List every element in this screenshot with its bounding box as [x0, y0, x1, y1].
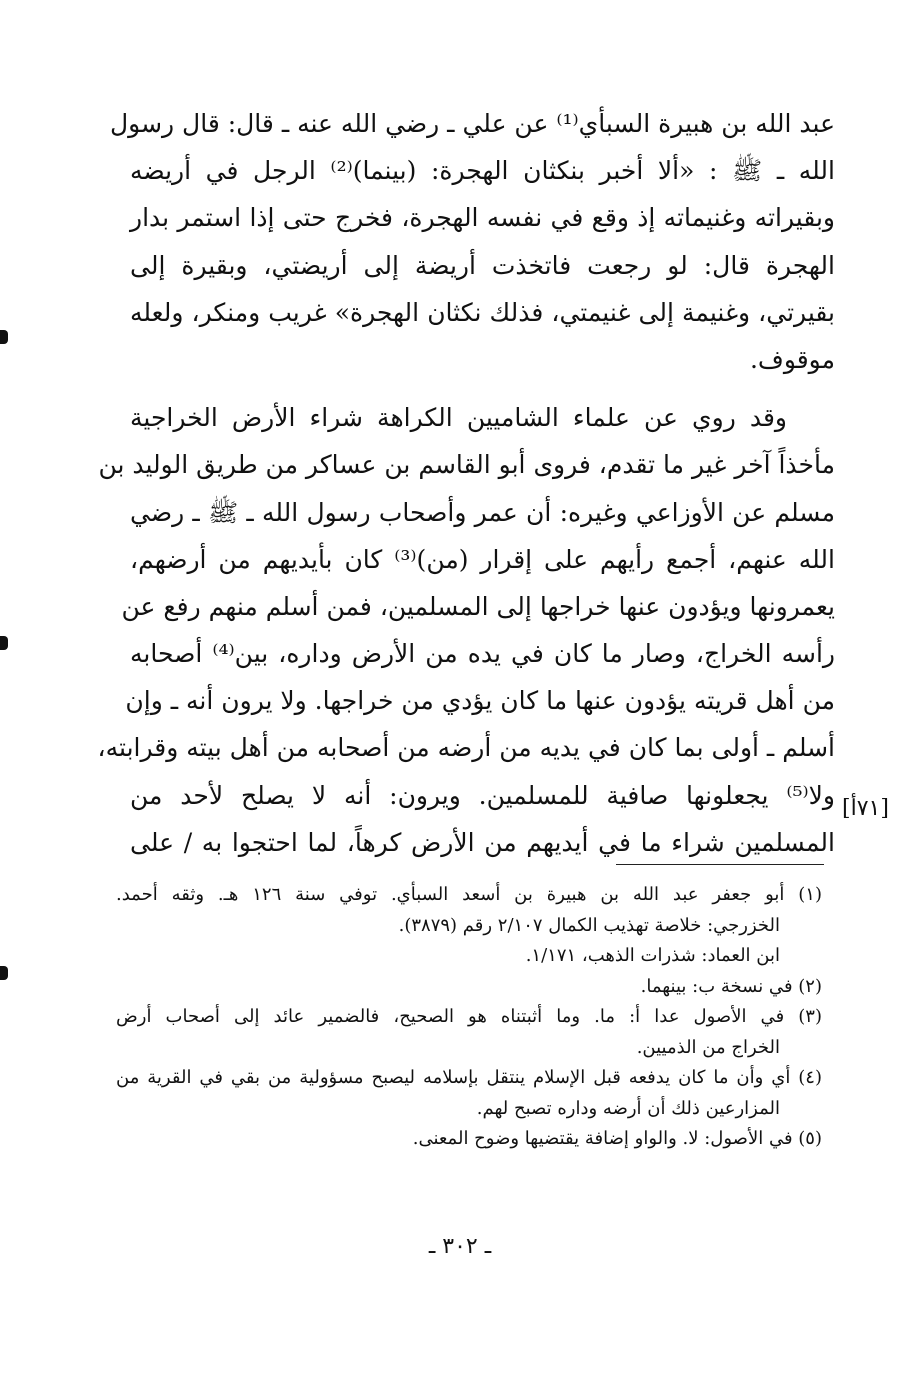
- page-number: ـ ٣٠٢ ـ: [428, 1234, 492, 1259]
- text-line: رأسه الخراج، وصار ما كان في يده من الأرض وداره، بين⁽⁴⁾ أصحابه: [130, 639, 835, 669]
- text-line: الهجرة قال: لو رجعت فاتخذت أريضة إلى أريضتي، وبقيرة إلى: [130, 250, 835, 280]
- text-line: المسلمين شراء ما في أيديهم من الأرض كرهاً، لما احتجوا به / على: [130, 827, 835, 857]
- text-line: الله عنهم، أجمع رأيهم على إقرار (من)⁽³⁾ كان بأيديهم من أرضهم،: [130, 544, 835, 574]
- footnote-line: ابن العماد: شذرات الذهب، ١/١٧١.: [525, 945, 780, 966]
- manuscript-folio-marker: [٧١أ]: [842, 796, 889, 821]
- footnote-separator: [616, 864, 824, 865]
- scan-edge-mark: [0, 636, 8, 650]
- scan-edge-mark: [0, 330, 8, 344]
- scan-edge-mark: [0, 966, 8, 980]
- text-line: أسلم ـ أولى بما كان في يديه من أرضه من أصحابه من أهل بيته وقرابته،: [97, 733, 835, 763]
- text-line: ولا⁽⁵⁾ يجعلونها صافية للمسلمين. ويرون: أنه لا يصلح لأحد من: [130, 780, 835, 810]
- paragraph-gap: [130, 383, 835, 394]
- text-line: وبقيراته وغنيماته إذ وقع في نفسه الهجرة، فخرج حتى إذا استمر بدار: [130, 203, 835, 233]
- footnote-line: (٥) في الأصول: لا. والواو إضافة يقتضيها وضوح المعنى.: [412, 1128, 822, 1149]
- main-text: [97, 100, 835, 866]
- footnote-line: (٢) في نسخة ب: بينهما.: [640, 975, 822, 997]
- footnote-line: (٤) أي وأن ما كان يدفعه قبل الإسلام ينتقل بإسلامه ليصبح مسؤولية من بقي في القرية من: [116, 1067, 822, 1088]
- text-line: عبد الله بن هبيرة السبأي⁽¹⁾ عن علي ـ رضي الله عنه ـ قال: قال رسول: [110, 109, 835, 138]
- text-line: مأخذاً آخر غير ما تقدم، فروى أبو القاسم بن عساكر من طريق الوليد بن: [98, 450, 835, 480]
- text-line: وقد روي عن علماء الشاميين الكراهة شراء الأرض الخراجية: [130, 403, 787, 433]
- text-line: الله ـ ﷺ : «ألا أخبر بنكثان الهجرة: (بينما)⁽²⁾ الرجل في أريضه: [130, 156, 835, 186]
- footnote-line: الخراج من الذميين.: [636, 1036, 780, 1058]
- text-line: يعمرونها ويؤدون عنها خراجها إلى المسلمين، فمن أسلم منهم رفع عن: [121, 591, 835, 621]
- text-line: مسلم عن الأوزاعي وغيره: أن عمر وأصحاب رسول الله ـ ﷺ ـ رضي: [130, 497, 835, 527]
- text-line: من أهل قريته يؤدون عنها ما كان يؤدي من خراجها. ولا يرون أنه ـ وإن: [125, 686, 835, 716]
- footnote-line: المزارعين ذلك أن أرضه وداره تصبح لهم.: [476, 1097, 780, 1119]
- text-line: بقيرتي، وغنيمة إلى غنيمتي، فذلك نكثان الهجرة» غريب ومنكر، ولعله: [130, 297, 835, 327]
- footnote-line: (١) أبو جعفر عبد الله بن هبيرة بن أسعد السبأي. توفي سنة ١٢٦ هـ. وثقه أحمد.: [116, 884, 822, 905]
- footnote-line: (٣) في الأصول عدا أ: ما. وما أثبتناه هو الصحيح، فالضمير عائد إلى أصحاب أرض: [116, 1006, 822, 1027]
- footnotes: [116, 880, 822, 1155]
- text-line: موقوف.: [749, 344, 835, 374]
- footnote-line: الخزرجي: خلاصة تهذيب الكمال ٢/١٠٧ رقم (٣٨٧٩).: [398, 914, 780, 936]
